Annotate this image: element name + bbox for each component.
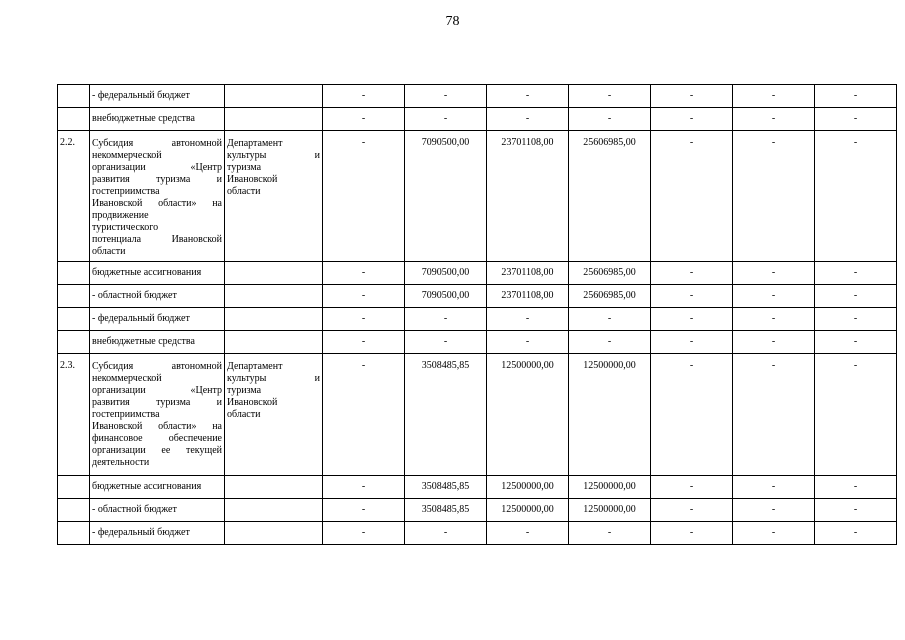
description-cell bbox=[90, 131, 225, 262]
table-row-source bbox=[58, 522, 897, 545]
value-cell: - bbox=[733, 262, 815, 285]
description-cell: - областной бюджет bbox=[90, 285, 225, 308]
description-line: развития туризма и bbox=[92, 174, 222, 185]
value-cell: - bbox=[405, 522, 487, 545]
value-cell: - bbox=[487, 331, 569, 354]
row-number-cell bbox=[58, 331, 90, 354]
value-cell: - bbox=[323, 476, 405, 499]
value-cell: 12500000,00 bbox=[569, 354, 651, 476]
value-cell: - bbox=[733, 108, 815, 131]
description-cell: - федеральный бюджет bbox=[90, 85, 225, 108]
value-cell: - bbox=[733, 522, 815, 545]
executor-cell bbox=[225, 108, 323, 131]
description-cell: - областной бюджет bbox=[90, 499, 225, 522]
value-cell: - bbox=[651, 476, 733, 499]
value-cell: - bbox=[651, 131, 733, 262]
value-cell: - bbox=[323, 499, 405, 522]
value-cell: - bbox=[487, 108, 569, 131]
value-cell: - bbox=[405, 308, 487, 331]
description-line: некоммерческой bbox=[92, 373, 162, 384]
executor-cell bbox=[225, 499, 323, 522]
row-number-cell bbox=[58, 308, 90, 331]
row-number-cell: 2.2. bbox=[58, 131, 90, 262]
value-cell: 7090500,00 bbox=[405, 262, 487, 285]
description-cell bbox=[90, 354, 225, 476]
value-cell: 23701108,00 bbox=[487, 131, 569, 262]
budget-table bbox=[57, 84, 897, 545]
value-cell: - bbox=[569, 85, 651, 108]
value-cell: 23701108,00 bbox=[487, 262, 569, 285]
description-cell: бюджетные ассигнования bbox=[90, 476, 225, 499]
executor-line: Департамент bbox=[227, 138, 283, 149]
value-cell: - bbox=[323, 108, 405, 131]
table-row-source bbox=[58, 499, 897, 522]
value-cell: - bbox=[323, 85, 405, 108]
value-cell: 25606985,00 bbox=[569, 285, 651, 308]
value-cell: - bbox=[651, 499, 733, 522]
description-line: развития туризма и bbox=[92, 397, 222, 408]
value-cell: - bbox=[815, 131, 897, 262]
description-line: гостеприимства bbox=[92, 186, 160, 197]
row-number-cell bbox=[58, 262, 90, 285]
description-cell: - федеральный бюджет bbox=[90, 522, 225, 545]
value-cell: - bbox=[651, 108, 733, 131]
value-cell: - bbox=[323, 131, 405, 262]
description-line: организации «Центр bbox=[92, 162, 222, 173]
budget-table-body bbox=[58, 85, 897, 545]
executor-cell bbox=[225, 476, 323, 499]
value-cell: 12500000,00 bbox=[487, 499, 569, 522]
description-line: Ивановской области» на bbox=[92, 421, 222, 432]
table-row-source bbox=[58, 285, 897, 308]
value-cell: 12500000,00 bbox=[487, 354, 569, 476]
value-cell: 3508485,85 bbox=[405, 499, 487, 522]
value-cell: - bbox=[733, 331, 815, 354]
description-line: организации «Центр bbox=[92, 385, 222, 396]
value-cell: - bbox=[405, 85, 487, 108]
table-row-source bbox=[58, 262, 897, 285]
description-line: Ивановской области» на bbox=[92, 198, 222, 209]
executor-line: туризма bbox=[227, 385, 262, 396]
table-row-source bbox=[58, 108, 897, 131]
value-cell: - bbox=[651, 522, 733, 545]
value-cell: - bbox=[487, 522, 569, 545]
executor-cell bbox=[225, 522, 323, 545]
value-cell: - bbox=[733, 499, 815, 522]
table-row-source bbox=[58, 331, 897, 354]
description-line: области bbox=[92, 246, 126, 257]
executor-line: Департамент bbox=[227, 361, 283, 372]
value-cell: - bbox=[815, 331, 897, 354]
value-cell: - bbox=[651, 354, 733, 476]
value-cell: - bbox=[651, 331, 733, 354]
value-cell: - bbox=[651, 85, 733, 108]
value-cell: - bbox=[815, 354, 897, 476]
executor-line: области bbox=[227, 186, 261, 197]
page-number: 78 bbox=[445, 14, 460, 29]
value-cell: 25606985,00 bbox=[569, 131, 651, 262]
value-cell: - bbox=[733, 85, 815, 108]
executor-line: культуры и bbox=[227, 373, 320, 384]
value-cell: - bbox=[323, 522, 405, 545]
value-cell: 3508485,85 bbox=[405, 354, 487, 476]
value-cell: - bbox=[815, 308, 897, 331]
row-number-cell: 2.3. bbox=[58, 354, 90, 476]
value-cell: - bbox=[815, 108, 897, 131]
row-number-cell bbox=[58, 476, 90, 499]
value-cell: 7090500,00 bbox=[405, 131, 487, 262]
table-row-source bbox=[58, 476, 897, 499]
value-cell: - bbox=[733, 285, 815, 308]
row-number-cell bbox=[58, 85, 90, 108]
row-number-cell bbox=[58, 285, 90, 308]
value-cell: - bbox=[651, 308, 733, 331]
value-cell: - bbox=[733, 131, 815, 262]
value-cell: - bbox=[323, 285, 405, 308]
value-cell: - bbox=[815, 499, 897, 522]
value-cell: - bbox=[733, 476, 815, 499]
value-cell: 12500000,00 bbox=[487, 476, 569, 499]
value-cell: - bbox=[815, 476, 897, 499]
description-line: организации ее текущей bbox=[92, 445, 222, 456]
value-cell: - bbox=[815, 522, 897, 545]
executor-cell bbox=[225, 354, 323, 476]
value-cell: - bbox=[651, 262, 733, 285]
table-row-source bbox=[58, 85, 897, 108]
value-cell: - bbox=[487, 85, 569, 108]
table-row-measure bbox=[58, 131, 897, 262]
description-cell: внебюджетные средства bbox=[90, 108, 225, 131]
description-line: продвижение bbox=[92, 210, 149, 221]
description-cell: бюджетные ассигнования bbox=[90, 262, 225, 285]
description-line: некоммерческой bbox=[92, 150, 162, 161]
executor-cell bbox=[225, 285, 323, 308]
description-line: гостеприимства bbox=[92, 409, 160, 420]
executor-line: области bbox=[227, 409, 261, 420]
executor-line: туризма bbox=[227, 162, 262, 173]
value-cell: - bbox=[569, 308, 651, 331]
value-cell: - bbox=[405, 108, 487, 131]
row-number-cell bbox=[58, 108, 90, 131]
row-number-cell bbox=[58, 522, 90, 545]
executor-cell bbox=[225, 85, 323, 108]
description-line: Субсидия автономной bbox=[92, 138, 222, 149]
description-line: деятельности bbox=[92, 457, 150, 468]
description-cell: - федеральный бюджет bbox=[90, 308, 225, 331]
value-cell: - bbox=[569, 108, 651, 131]
value-cell: - bbox=[323, 262, 405, 285]
table-row-source bbox=[58, 308, 897, 331]
description-cell: внебюджетные средства bbox=[90, 331, 225, 354]
executor-cell bbox=[225, 331, 323, 354]
value-cell: - bbox=[569, 331, 651, 354]
description-line: финансовое обеспечение bbox=[92, 433, 222, 444]
value-cell: 23701108,00 bbox=[487, 285, 569, 308]
executor-cell bbox=[225, 131, 323, 262]
row-number-cell bbox=[58, 499, 90, 522]
value-cell: - bbox=[815, 85, 897, 108]
value-cell: 12500000,00 bbox=[569, 499, 651, 522]
executor-cell bbox=[225, 262, 323, 285]
executor-cell bbox=[225, 308, 323, 331]
value-cell: - bbox=[569, 522, 651, 545]
value-cell: - bbox=[815, 262, 897, 285]
value-cell: 25606985,00 bbox=[569, 262, 651, 285]
description-line: Субсидия автономной bbox=[92, 361, 222, 372]
executor-line: Ивановской bbox=[227, 397, 278, 408]
description-line: потенциала Ивановской bbox=[92, 234, 222, 245]
value-cell: - bbox=[733, 308, 815, 331]
description-line: туристического bbox=[92, 222, 159, 233]
executor-line: Ивановской bbox=[227, 174, 278, 185]
value-cell: 7090500,00 bbox=[405, 285, 487, 308]
value-cell: 12500000,00 bbox=[569, 476, 651, 499]
value-cell: - bbox=[405, 331, 487, 354]
table-row-measure bbox=[58, 354, 897, 476]
value-cell: - bbox=[815, 285, 897, 308]
value-cell: - bbox=[323, 308, 405, 331]
value-cell: - bbox=[733, 354, 815, 476]
value-cell: 3508485,85 bbox=[405, 476, 487, 499]
value-cell: - bbox=[651, 285, 733, 308]
value-cell: - bbox=[487, 308, 569, 331]
value-cell: - bbox=[323, 331, 405, 354]
value-cell: - bbox=[323, 354, 405, 476]
executor-line: культуры и bbox=[227, 150, 320, 161]
